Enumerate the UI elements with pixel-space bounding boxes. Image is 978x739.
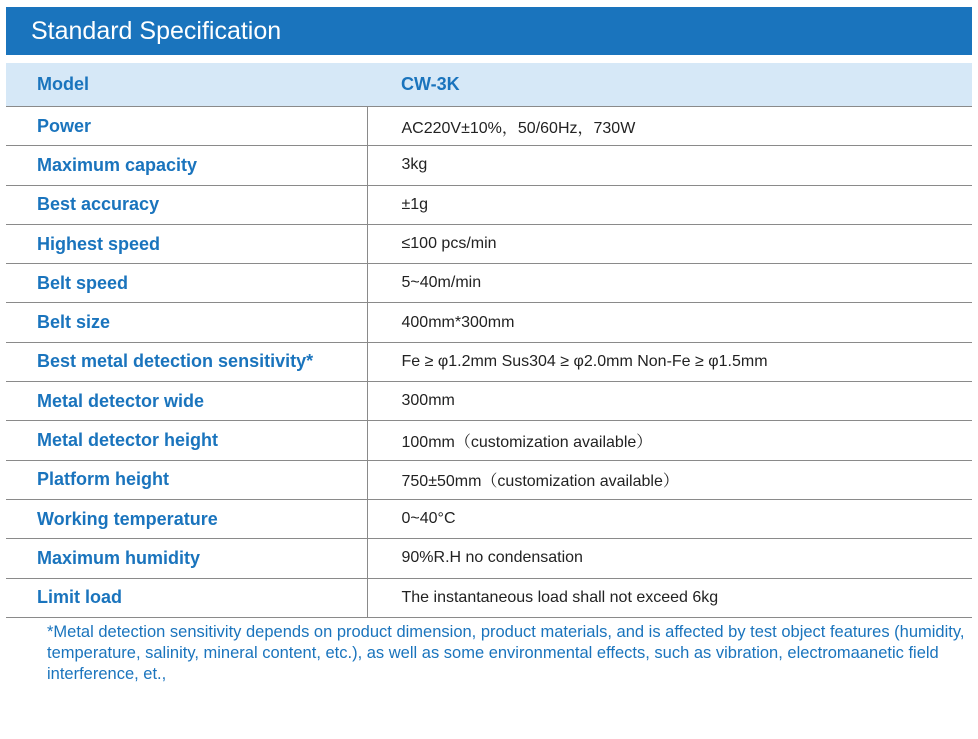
spec-label: Power — [6, 107, 367, 146]
table-row — [6, 146, 972, 185]
spec-value: The instantaneous load shall not exceed 6kg — [367, 578, 972, 617]
spec-value: ≤100 pcs/min — [367, 224, 972, 263]
spec-label: Metal detector height — [6, 421, 367, 460]
table-row — [6, 107, 972, 146]
spec-label: Belt speed — [6, 264, 367, 303]
table-row — [6, 499, 972, 538]
spec-label: Best accuracy — [6, 185, 367, 224]
spec-label: Belt size — [6, 303, 367, 342]
spec-label: Best metal detection sensitivity* — [6, 342, 367, 381]
table-row — [6, 382, 972, 421]
table-row — [6, 303, 972, 342]
spec-value: 5~40m/min — [367, 264, 972, 303]
specification-table — [6, 63, 972, 618]
spec-value: 100mm（customization available） — [367, 421, 972, 460]
spec-value: 90%R.H no condensation — [367, 539, 972, 578]
spec-value: 300mm — [367, 382, 972, 421]
spec-value: Fe ≥ φ1.2mm Sus304 ≥ φ2.0mm Non-Fe ≥ φ1.5mm — [367, 342, 972, 381]
table-row — [6, 264, 972, 303]
page-title: Standard Specification — [6, 7, 972, 55]
spec-value: 0~40°C — [367, 499, 972, 538]
spec-label: Maximum humidity — [6, 539, 367, 578]
footnote: *Metal detection sensitivity depends on product dimension, product materials, and is affected by test object features (humidity, temperature, salinity, mineral content, etc.), as well as some environmental effects, such as vibration, electromaanetic field interference, et., — [47, 623, 965, 683]
spec-label: Working temperature — [6, 499, 367, 538]
spec-label: Metal detector wide — [6, 382, 367, 421]
spec-value: 3kg — [367, 146, 972, 185]
table-row — [6, 421, 972, 460]
table-header-row — [6, 63, 972, 107]
spec-label: Maximum capacity — [6, 146, 367, 185]
spec-label: Limit load — [6, 578, 367, 617]
spec-value: ±1g — [367, 185, 972, 224]
spec-label: Platform height — [6, 460, 367, 499]
model-label: Model — [6, 63, 367, 107]
table-row — [6, 578, 972, 617]
table-row — [6, 342, 972, 381]
spec-value: AC220V±10%，50/60Hz，730W — [367, 107, 972, 146]
spec-value: 400mm*300mm — [367, 303, 972, 342]
model-value: CW-3K — [367, 63, 972, 107]
spec-value: 750±50mm（customization available） — [367, 460, 972, 499]
table-row — [6, 185, 972, 224]
table-row — [6, 460, 972, 499]
table-row — [6, 224, 972, 263]
table-row — [6, 539, 972, 578]
spec-label: Highest speed — [6, 224, 367, 263]
